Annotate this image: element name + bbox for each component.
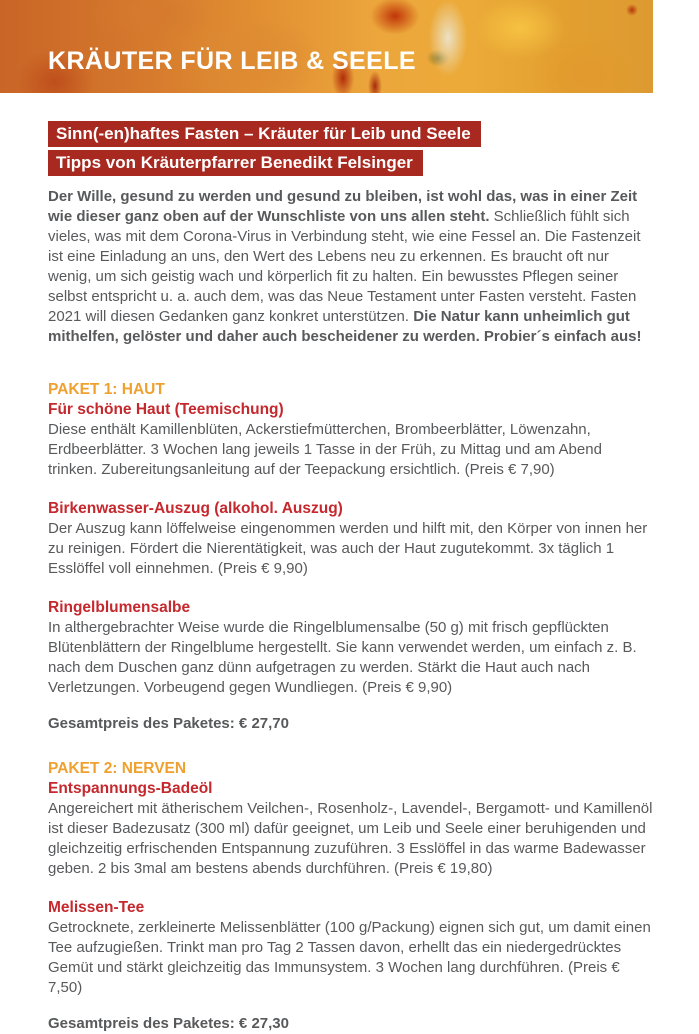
item-text-teemischung: Diese enthält Kamillenblüten, Ackerstiefmütterchen, Brombeerblätter, Löwenzahn, Erdbeerblätter. 3 Wochen lang jeweils 1 Tasse in der Früh, zu Mittag und am Abend trinken. Zubereitungsanleitung auf der Teepackung ersichtlich. (Preis € 7,90) — [48, 421, 602, 478]
item-text-melissen-tee: Getrocknete, zerkleinerte Melissenblätter (100 g/Packung) eignen sich gut, um damit einen Tee aufzugießen. Trinkt man pro Tag 2 Tassen davon, erhellt das ein niedergedrücktes Gemüt und stärkt gleichzeitig das Immunsystem. 3 Wochen lang durchführen. (Preis € 7,50) — [48, 919, 651, 996]
package-1-section — [48, 380, 654, 734]
item-heading-birkenwasser: Birkenwasser-Auszug (alkohol. Auszug) — [48, 500, 343, 517]
intro-bold-lead: Der Wille, gesund zu werden und gesund zu bleiben, ist wohl das, was in einer Zeit wie dieser ganz oben auf der Wunschliste von uns allen steht. — [48, 188, 638, 225]
item-heading-melissen-tee: Melissen-Tee — [48, 899, 145, 916]
package-1-total: Gesamtpreis des Paketes: € 27,70 — [48, 715, 289, 732]
item-heading-ringelblumensalbe: Ringelblumensalbe — [48, 599, 191, 616]
package-1-title: PAKET 1: HAUT — [48, 381, 165, 398]
package-2-title: PAKET 2: NERVEN — [48, 760, 187, 777]
item-text-ringelblumensalbe: In althergebrachter Weise wurde die Ringelblumensalbe (50 g) mit frisch gepflückten Blütenblättern der Ringelblume hergestellt. Sie kann verwendet werden, um einfach z. B. nach dem Duschen ganz dünn aufgetragen zu werden. Stärkt die Haut auch nach Verletzungen. Vorbeugend gegen Wundliegen. (Preis € 9,90) — [48, 619, 637, 696]
ribbon-headings — [48, 121, 654, 176]
page-title: KRÄUTER FÜR LEIB & SEELE — [48, 47, 416, 75]
item-heading-badeoel: Entspannungs-Badeöl — [48, 780, 213, 797]
item-text-birkenwasser: Der Auszug kann löffelweise eingenommen werden und hilft mit, den Körper von innen her zu reinigen. Fördert die Nierentätigkeit, was auch der Haut zugutekommt. 3x täglich 1 Esslöffel voll einnehmen. (Preis € 9,90) — [48, 520, 648, 577]
ribbon-heading-tipps: Tipps von Kräuterpfarrer Benedikt Felsinger — [48, 150, 423, 176]
content-column — [48, 121, 654, 1034]
intro-regular-text: Schließlich fühlt sich vieles, was mit dem Corona-Virus in Verbindung steht, wie eine Fessel an. Die Fastenzeit ist eine Einladung an uns, den Wert des Lebens neu zu erkennen. Es braucht oft nur wenig, um sich geistig wach und körperlich fit zu halten. Ein bewusstes Pflegen seiner selbst entspricht u. a. auch dem, was das Neue Testament unter Fasten versteht. Fasten 2021 will diesen Gedanken ganz konkret unterstützen. — [48, 208, 641, 325]
hero-banner — [0, 0, 653, 93]
item-text-badeoel: Angereichert mit ätherischem Veilchen-, Rosenholz-, Lavendel-, Bergamott- und Kamillenöl ist dieser Badezusatz (300 ml) dafür geeignet, um Leib und Seele einer beruhigenden und gleichzeitig erfrischenden Entspannung zuzuführen. 3 Esslöffel in das warme Badewasser geben. 2 bis 3mal am bestens abends durchführen. (Preis € 19,80) — [48, 800, 653, 877]
package-2-total: Gesamtpreis des Paketes: € 27,30 — [48, 1015, 289, 1032]
intro-bold-close: Die Natur kann unheimlich gut mithelfen, gelöster und daher auch bescheidener zu werden. Probier´s einfach aus! — [48, 308, 642, 345]
package-2-section — [48, 759, 654, 1034]
item-heading-teemischung: Für schöne Haut (Teemischung) — [48, 401, 284, 418]
intro-paragraph — [48, 187, 654, 347]
ribbon-heading-fasten: Sinn(-en)haftes Fasten – Kräuter für Leib und Seele — [48, 121, 481, 147]
